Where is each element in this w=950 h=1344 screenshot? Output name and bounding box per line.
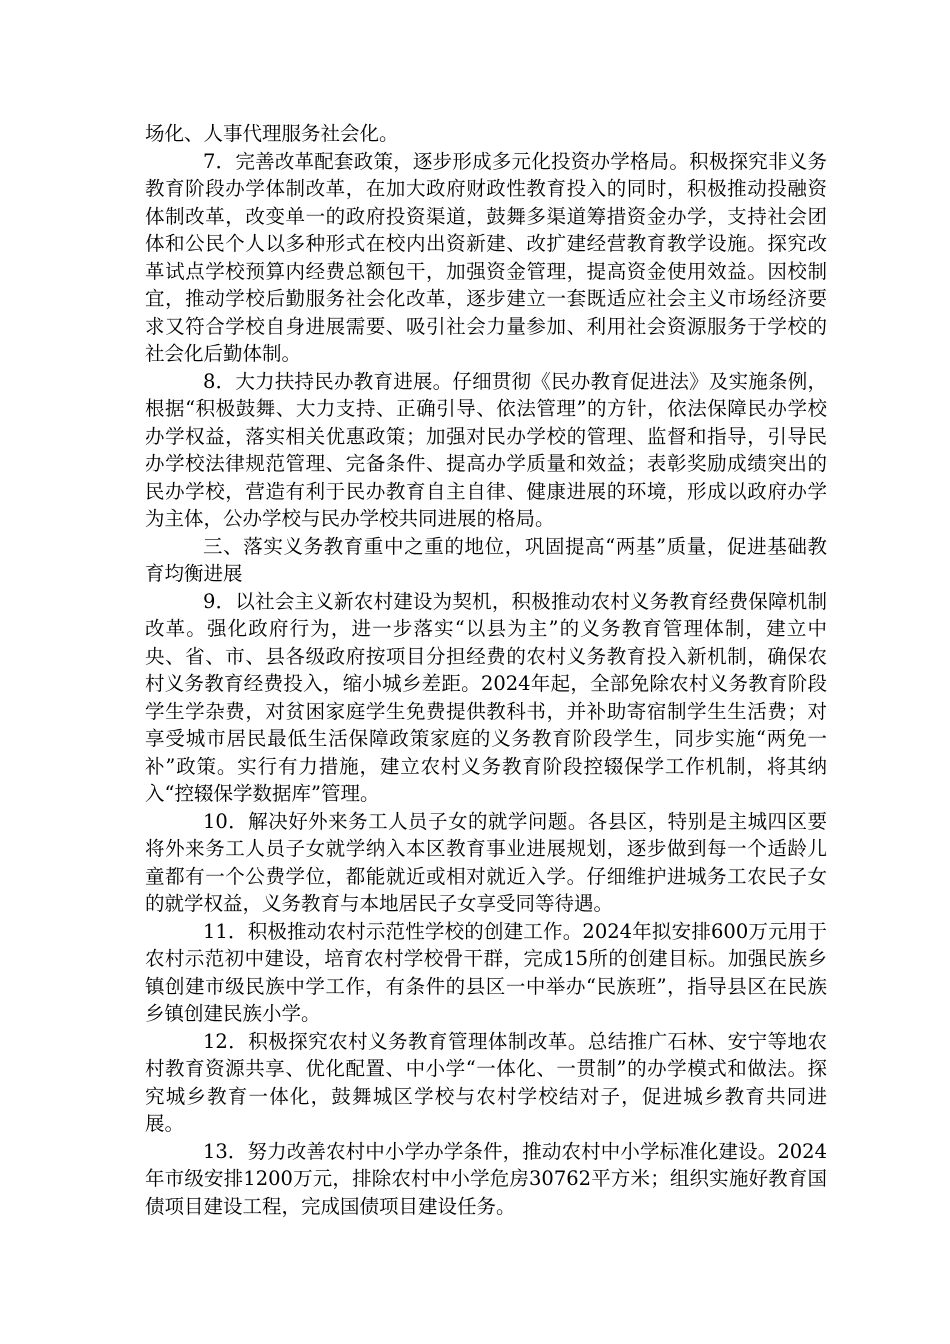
paragraph-item-10: 10．解决好外来务工人员子女的就学问题。各县区，特别是主城四区要将外来务工人员子女就学纳入本区教育事业进展规划，逐步做到每一个适龄儿童都有一个公费学位，都能就近或相对就近入学。仔细维护进城务工农民子女的就学权益，义务教育与本地居民子女享受同等待遇。 xyxy=(145,809,827,915)
paragraph-item-13: 13．努力改善农村中小学办学条件，推动农村中小学标准化建设。2024年市级安排1200万元，排除农村中小学危房30762平方米；组织实施好教育国债项目建设工程，完成国债项目建设任务。 xyxy=(145,1139,827,1218)
paragraph-item-9: 9．以社会主义新农村建设为契机，积极推动农村义务教育经费保障机制改革。强化政府行为，进一步落实“以县为主”的义务教育管理体制，建立中央、省、市、县各级政府按项目分担经费的农村义务教育投入新机制，确保农村义务教育经费投入，缩小城乡差距。2024年起，全部免除农村义务教育阶段学生学杂费，对贫困家庭学生免费提供教科书，并补助寄宿制学生生活费；对享受城市居民最低生活保障政策家庭的义务教育阶段学生，同步实施“两免一补”政策。实行有力措施，建立农村义务教育阶段控辍保学工作机制，将其纳入“控辍保学数据库”管理。 xyxy=(145,589,827,805)
paragraph-continuation: 场化、人事代理服务社会化。 xyxy=(145,122,399,145)
paragraph-item-8: 8．大力扶持民办教育进展。仔细贯彻《民办教育促进法》及实施条例，根据“积极鼓舞、大力支持、正确引导、依法管理”的方针，依法保障民办学校办学权益，落实相关优惠政策；加强对民办学校的管理、监督和指导，引导民办学校法律规范管理、完备条件、提高办学质量和效益；表彰奖励成绩突出的民办学校，营造有利于民办教育自主自律、健康进展的环境，形成以政府办学为主体，公办学校与民办学校共同进展的格局。 xyxy=(145,369,827,530)
section-heading-3: 三、落实义务教育重中之重的地位，巩固提高“两基”质量，促进基础教育均衡进展 xyxy=(145,534,827,585)
document-body xyxy=(145,120,827,1220)
paragraph-item-7: 7．完善改革配套政策，逐步形成多元化投资办学格局。积极探究非义务教育阶段办学体制改革，在加大政府财政性教育投入的同时，积极推动投融资体制改革，改变单一的政府投资渠道，鼓舞多渠道筹措资金办学，支持社会团体和公民个人以多种形式在校内出资新建、改扩建经营教育教学设施。探究改革试点学校预算内经费总额包干，加强资金管理，提高资金使用效益。因校制宜，推动学校后勤服务社会化改革，逐步建立一套既适应社会主义市场经济要求又符合学校自身进展需要、吸引社会力量参加、利用社会资源服务于学校的社会化后勤体制。 xyxy=(145,149,827,365)
paragraph-item-12: 12．积极探究农村义务教育管理体制改革。总结推广石林、安宁等地农村教育资源共享、优化配置、中小学“一体化、一贯制”的办学模式和做法。探究城乡教育一体化，鼓舞城区学校与农村学校结对子，促进城乡教育共同进展。 xyxy=(145,1029,827,1135)
paragraph-item-11: 11．积极推动农村示范性学校的创建工作。2024年拟安排600万元用于农村示范初中建设，培育农村学校骨干群，完成15所的创建目标。加强民族乡镇创建市级民族中学工作，有条件的县区一中举办“民族班”，指导县区在民族乡镇创建民族小学。 xyxy=(145,919,827,1025)
